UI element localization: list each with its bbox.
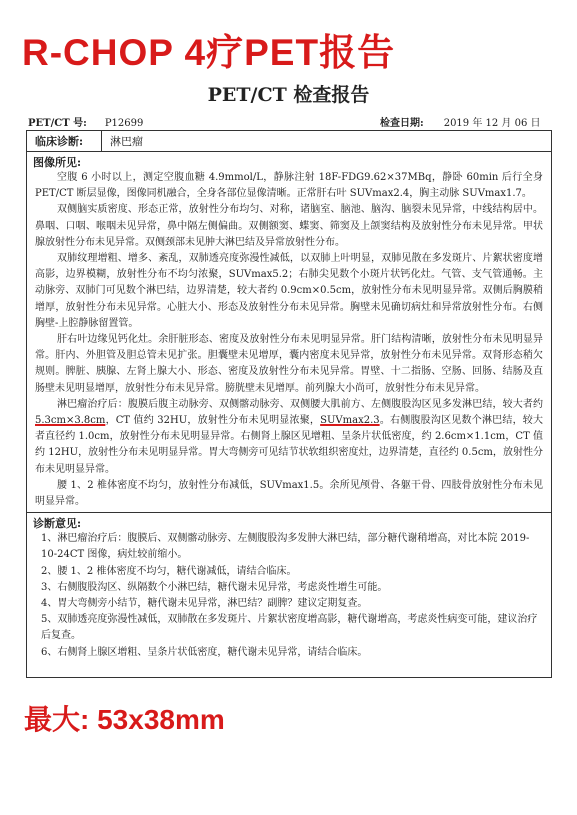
impression-item: 5、双肺透亮度弥漫性减低，双肺散在多发斑片、片絮状密度增高影，糖代谢增高，考虑炎性病变可能，建议治疗后复查。 [41, 614, 538, 642]
findings-paragraph: 双肺纹理增粗、增多、紊乱，双肺透亮度弥漫性减低，以双肺上叶明显，双肺见散在多发斑片、片絮状密度增高影，边界模糊，放射性分布不均匀浓聚，SUVmax5.2；右肺尖见数个小斑片状钙化灶。气管、支气管通畅。主动脉旁、双肺门可见数个淋巴结，边界清楚，较大者约 0.9cm×0.5cm，放射性分布未见明显异常。双侧后胸膜稍增厚，放射性分布未见异常。心脏大小、形态及放射性分布未见异常。胸壁未见确切病灶和异常放射性分布。右侧胸壁-上腔静脉留置管。 [35, 253, 543, 329]
findings-heading: 图像所见: [33, 156, 82, 169]
annotation-banner: R-CHOP 4疗PET报告 [22, 32, 396, 73]
findings-paragraph-lymphoma [27, 397, 551, 478]
findings-paragraph: 腰 1、2 椎体密度不均匀，放射性分布减低，SUVmax1.5。余所见颅骨、各躯干骨、四肢骨放射性分布未见明显异常。 [35, 479, 543, 508]
suvmax-value: SUVmax2.3 [320, 415, 380, 427]
pet-ct-number [28, 114, 143, 129]
impression-item: 6、右侧肾上腺区增粗、呈条片状低密度，糖代谢未见异常，请结合临床。 [41, 646, 368, 658]
findings-paragraph: 肝右叶边缘见钙化灶。余肝脏形态、密度及放射性分布未见明显异常。肝门结构清晰，放射性分布未见明显异常。肝内、外胆管及胆总管未见扩张。胆囊壁未见增厚，囊内密度未见异常，放射性分布未见异常。双肾形态稍欠规则。脾脏、胰腺、左肾上腺大小、形态、密度及放射性分布未见异常。胃壁、十二指肠、空肠、回肠、结肠及直肠壁未见明显增厚，放射性分布未见异常。膀胱壁未见增厚。前列腺大小尚可，放射性分布未见异常。 [35, 334, 543, 394]
report-title: PET/CT 检查报告 [207, 84, 370, 106]
pet-ct-number-value: P12699 [104, 118, 144, 129]
findings-text: ，CT 值约 32HU，放射性分布未见明显浓聚， [105, 415, 321, 427]
exam-date-label: 检查日期: [380, 118, 424, 129]
exam-date [380, 114, 541, 129]
max-lesion-size: 5.3cm×3.8cm [35, 415, 106, 427]
impression-item: 4、胃大弯侧旁小结节，糖代谢未见异常，淋巴结？副脾？建议定期复查。 [41, 598, 368, 610]
max-size-annotation: 最大: 53x38mm [24, 704, 225, 735]
report-body [26, 130, 552, 678]
impression-list [27, 531, 551, 661]
clinical-diagnosis-row [27, 131, 551, 152]
impression-item: 1、淋巴瘤治疗后：腹膜后、双侧髂动脉旁、左侧腹股沟多发肿大淋巴结，部分糖代谢稍增高，对比本院 2019-10-24CT 图像，病灶较前缩小。 [41, 533, 530, 561]
clinical-diagnosis-label: 临床诊断: [27, 131, 102, 151]
findings-text: 淋巴瘤治疗后：腹膜后腹主动脉旁、双侧髂动脉旁、双侧腰大肌前方、左侧腹股沟区见多发淋巴结，较大者约 [57, 398, 543, 410]
exam-date-value: 2019 年 12 月 06 日 [443, 118, 541, 129]
findings-section [27, 152, 551, 513]
findings-paragraph: 双侧脑实质密度、形态正常，放射性分布均匀、对称，诸脑室、脑池、脑沟、脑裂未见异常，中线结构居中。鼻咽、口咽、喉咽未见异常，鼻中隔左侧偏曲。双侧额窦、蝶窦、筛窦及上颌窦结构及放射性分布未见异常。甲状腺放射性分布未见异常。双侧颈部未见肿大淋巴结及异常放射性分布。 [35, 204, 543, 248]
impression-heading: 诊断意见: [33, 517, 82, 531]
findings-text: 。右侧腹股沟区见数个淋巴结，较大者直径约 1.0cm，放射性分布未见明显异常。右侧肾上腺区见增粗、呈条片状低密度，约 2.6cm×1.1cm，CT 值约 12HU，放射性分布未见明显异常。胃大弯侧旁可见结节状软组织密度灶，边界清楚，直径约 0.5cm，放射性分布未见明显异常。 [35, 415, 543, 475]
pet-ct-number-label: PET/CT 号: [28, 118, 87, 129]
clinical-diagnosis-value: 淋巴瘤 [110, 135, 143, 148]
impression-item: 3、右侧腹股沟区、纵隔数个小淋巴结，糖代谢未见异常，考虑炎性增生可能。 [41, 581, 388, 593]
impression-item: 2、腰 1、2 椎体密度不均匀，糖代谢减低，请结合临床。 [41, 565, 297, 577]
impression-section [27, 513, 551, 661]
findings-paragraph: 空腹 6 小时以上，测定空腹血糖 4.9mmol/L，静脉注射 18F-FDG9.62×37MBq，静卧 60min 后行全身 PET/CT 断层显像，图像同机融合，全身各部位显像清晰。正常肝右叶 SUVmax2.4，胸主动脉 SUVmax1.7。 [35, 172, 543, 200]
